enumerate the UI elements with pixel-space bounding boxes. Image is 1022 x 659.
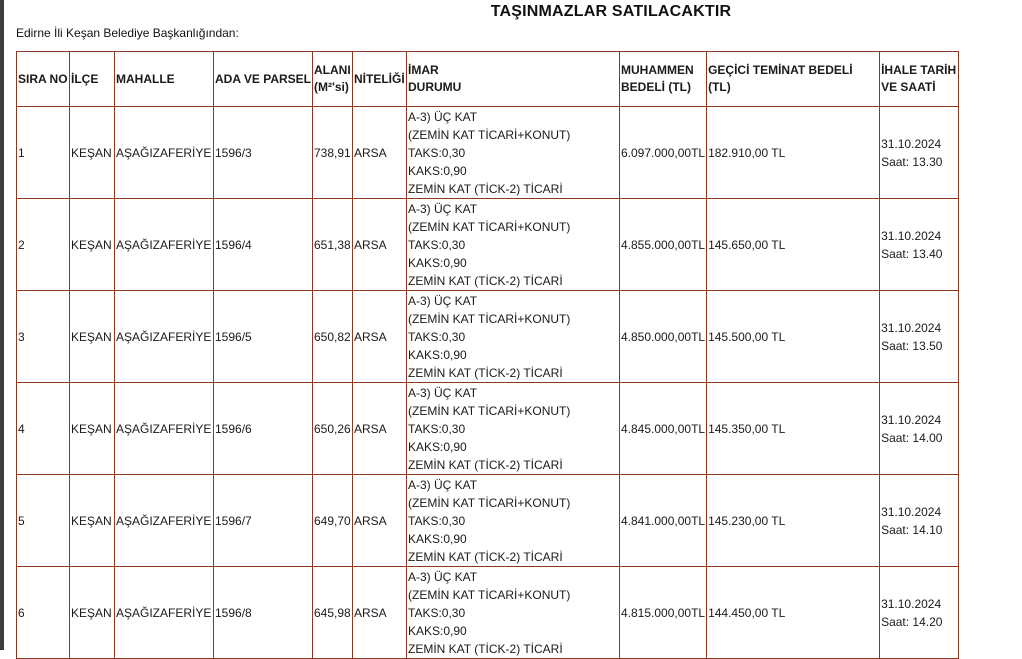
ihale-time: Saat: 14.20: [881, 614, 943, 629]
imar-line: TAKS:0,30: [408, 513, 466, 528]
cell-ilce: KEŞAN: [70, 199, 115, 291]
header-mahalle: MAHALLE: [115, 52, 214, 107]
cell-ihale: [880, 107, 959, 199]
header-teminat: GEÇİCİ TEMİNAT BEDELİ (TL): [707, 52, 880, 107]
header-niteligi: NİTELİĞİ: [353, 52, 407, 107]
imar-line: A-3) ÜÇ KAT: [408, 109, 478, 124]
imar-line: TAKS:0,30: [408, 145, 466, 160]
cell-ihale: [880, 291, 959, 383]
cell-imar-durumu: [407, 291, 620, 383]
imar-line: (ZEMİN KAT TİCARİ+KONUT): [408, 403, 571, 418]
intro-text: Edirne İli Keşan Belediye Başkanlığından:: [16, 26, 239, 40]
cell-mahalle: AŞAĞIZAFERİYE: [115, 475, 214, 567]
imar-line: KAKS:0,90: [408, 255, 467, 270]
imar-line: (ZEMİN KAT TİCARİ+KONUT): [408, 587, 571, 602]
ihale-date: 31.10.2024: [881, 596, 942, 611]
imar-line: ZEMİN KAT (TİCK-2) TİCARİ: [408, 181, 563, 196]
cell-muhammen: 4.850.000,00TL: [620, 291, 707, 383]
cell-muhammen: 4.815.000,00TL: [620, 567, 707, 659]
cell-niteligi: ARSA: [353, 107, 407, 199]
header-ihale-line2: VE SAATİ: [881, 80, 936, 94]
imar-line: ZEMİN KAT (TİCK-2) TİCARİ: [408, 549, 563, 564]
ihale-date: 31.10.2024: [881, 228, 942, 243]
cell-sira-no: 2: [17, 199, 70, 291]
header-ihale-line1: İHALE TARİH: [881, 63, 957, 77]
page-title: TAŞINMAZLAR SATILACAKTIR: [490, 3, 732, 20]
cell-ada-parsel: 1596/3: [214, 107, 313, 199]
cell-ada-parsel: 1596/7: [214, 475, 313, 567]
cell-niteligi: ARSA: [353, 383, 407, 475]
header-imar-durumu: [407, 52, 620, 107]
cell-teminat: 145.500,00 TL: [707, 291, 880, 383]
table-row: [17, 567, 959, 659]
header-alani-line2: (M²'si): [314, 80, 349, 94]
cell-alani: 738,91: [313, 107, 353, 199]
cell-imar-durumu: [407, 567, 620, 659]
cell-ilce: KEŞAN: [70, 291, 115, 383]
cell-alani: 649,70: [313, 475, 353, 567]
imar-line: KAKS:0,90: [408, 531, 467, 546]
imar-line: TAKS:0,30: [408, 421, 466, 436]
imar-line: A-3) ÜÇ KAT: [408, 385, 478, 400]
imar-line: A-3) ÜÇ KAT: [408, 477, 478, 492]
table-row: [17, 475, 959, 567]
imar-line: TAKS:0,30: [408, 329, 466, 344]
imar-line: KAKS:0,90: [408, 163, 467, 178]
cell-sira-no: 3: [17, 291, 70, 383]
cell-muhammen: 4.845.000,00TL: [620, 383, 707, 475]
imar-line: (ZEMİN KAT TİCARİ+KONUT): [408, 311, 571, 326]
cell-muhammen: 6.097.000,00TL: [620, 107, 707, 199]
cell-sira-no: 6: [17, 567, 70, 659]
cell-niteligi: ARSA: [353, 291, 407, 383]
table-header-row: [17, 52, 959, 107]
cell-ihale: [880, 199, 959, 291]
cell-alani: 651,38: [313, 199, 353, 291]
header-ilce: İLÇE: [70, 52, 115, 107]
cell-teminat: 145.350,00 TL: [707, 383, 880, 475]
cell-alani: 650,82: [313, 291, 353, 383]
cell-ada-parsel: 1596/4: [214, 199, 313, 291]
cell-imar-durumu: [407, 383, 620, 475]
header-imar-line1: İMAR: [408, 63, 439, 77]
imar-line: KAKS:0,90: [408, 439, 467, 454]
cell-teminat: 145.230,00 TL: [707, 475, 880, 567]
cell-ihale: [880, 475, 959, 567]
cell-niteligi: ARSA: [353, 567, 407, 659]
cell-ada-parsel: 1596/8: [214, 567, 313, 659]
imar-line: KAKS:0,90: [408, 347, 467, 362]
cell-imar-durumu: [407, 475, 620, 567]
cell-niteligi: ARSA: [353, 199, 407, 291]
cell-ilce: KEŞAN: [70, 107, 115, 199]
ihale-time: Saat: 13.50: [881, 338, 943, 353]
header-ada-parsel: ADA VE PARSEL: [214, 52, 313, 107]
ihale-time: Saat: 14.00: [881, 430, 943, 445]
imar-line: TAKS:0,30: [408, 237, 466, 252]
cell-ada-parsel: 1596/6: [214, 383, 313, 475]
cell-ihale: [880, 383, 959, 475]
cell-mahalle: AŞAĞIZAFERİYE: [115, 107, 214, 199]
ihale-date: 31.10.2024: [881, 412, 942, 427]
ihale-date: 31.10.2024: [881, 504, 942, 519]
imar-line: A-3) ÜÇ KAT: [408, 569, 478, 584]
cell-ilce: KEŞAN: [70, 567, 115, 659]
property-table: [16, 51, 959, 659]
cell-muhammen: 4.855.000,00TL: [620, 199, 707, 291]
table-row: [17, 199, 959, 291]
imar-line: A-3) ÜÇ KAT: [408, 201, 478, 216]
cell-niteligi: ARSA: [353, 475, 407, 567]
header-muhammen: [620, 52, 707, 107]
cell-teminat: 144.450,00 TL: [707, 567, 880, 659]
cell-alani: 645,98: [313, 567, 353, 659]
cell-mahalle: AŞAĞIZAFERİYE: [115, 199, 214, 291]
table-row: [17, 383, 959, 475]
imar-line: (ZEMİN KAT TİCARİ+KONUT): [408, 495, 571, 510]
imar-line: ZEMİN KAT (TİCK-2) TİCARİ: [408, 457, 563, 472]
cell-muhammen: 4.841.000,00TL: [620, 475, 707, 567]
cell-ilce: KEŞAN: [70, 383, 115, 475]
imar-line: KAKS:0,90: [408, 623, 467, 638]
imar-line: ZEMİN KAT (TİCK-2) TİCARİ: [408, 273, 563, 288]
header-muhammen-line1: MUHAMMEN: [621, 63, 694, 77]
cell-mahalle: AŞAĞIZAFERİYE: [115, 567, 214, 659]
ihale-time: Saat: 13.30: [881, 154, 943, 169]
ihale-date: 31.10.2024: [881, 136, 942, 151]
table-row: [17, 107, 959, 199]
header-imar-line2: DURUMU: [408, 80, 462, 94]
cell-sira-no: 1: [17, 107, 70, 199]
cell-ada-parsel: 1596/5: [214, 291, 313, 383]
cell-mahalle: AŞAĞIZAFERİYE: [115, 291, 214, 383]
header-alani-line1: ALANI: [314, 63, 351, 77]
cell-imar-durumu: [407, 199, 620, 291]
imar-line: A-3) ÜÇ KAT: [408, 293, 478, 308]
window-left-edge: [0, 0, 4, 650]
table-row: [17, 291, 959, 383]
cell-imar-durumu: [407, 107, 620, 199]
header-ihale: [880, 52, 959, 107]
ihale-date: 31.10.2024: [881, 320, 942, 335]
cell-ihale: [880, 567, 959, 659]
imar-line: (ZEMİN KAT TİCARİ+KONUT): [408, 219, 571, 234]
cell-teminat: 145.650,00 TL: [707, 199, 880, 291]
cell-mahalle: AŞAĞIZAFERİYE: [115, 383, 214, 475]
imar-line: ZEMİN KAT (TİCK-2) TİCARİ: [408, 641, 563, 656]
ihale-time: Saat: 14.10: [881, 522, 943, 537]
header-alani: [313, 52, 353, 107]
cell-teminat: 182.910,00 TL: [707, 107, 880, 199]
cell-ilce: KEŞAN: [70, 475, 115, 567]
cell-sira-no: 5: [17, 475, 70, 567]
header-sira-no: SIRA NO: [17, 52, 70, 107]
cell-alani: 650,26: [313, 383, 353, 475]
cell-sira-no: 4: [17, 383, 70, 475]
imar-line: (ZEMİN KAT TİCARİ+KONUT): [408, 127, 571, 142]
imar-line: ZEMİN KAT (TİCK-2) TİCARİ: [408, 365, 563, 380]
ihale-time: Saat: 13.40: [881, 246, 943, 261]
imar-line: TAKS:0,30: [408, 605, 466, 620]
header-muhammen-line2: BEDELİ (TL): [621, 80, 691, 94]
